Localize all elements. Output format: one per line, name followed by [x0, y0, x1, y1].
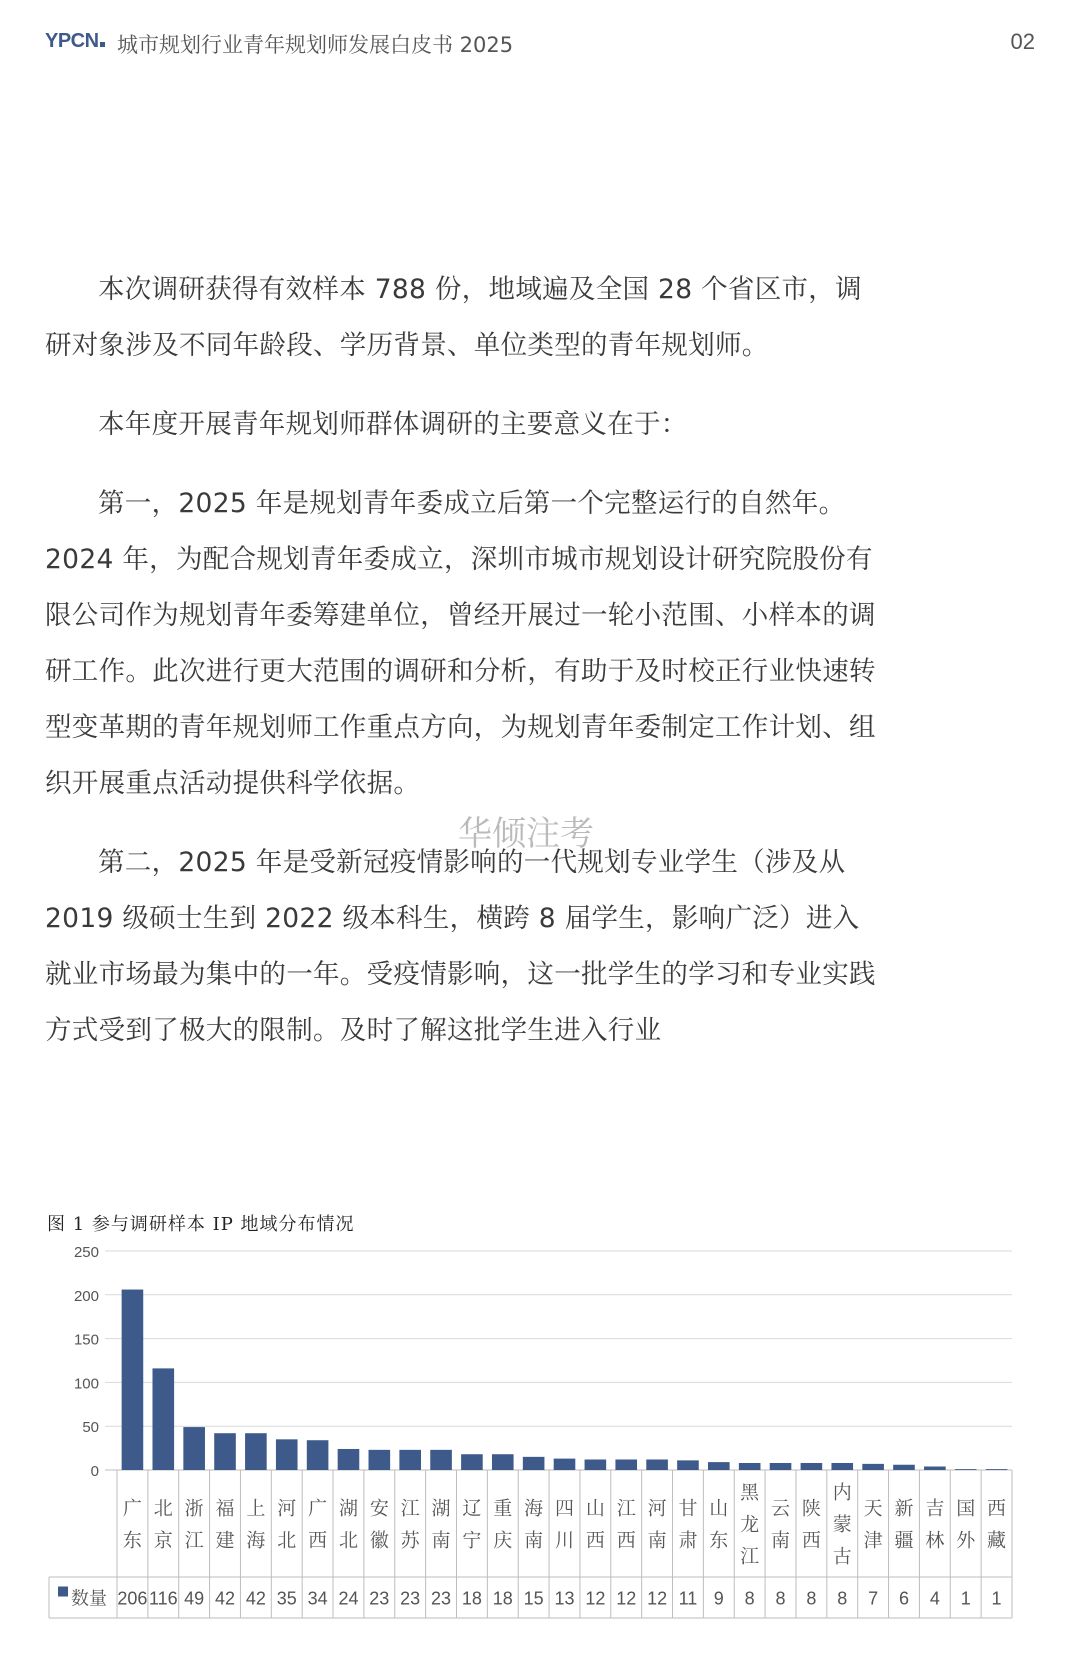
data-label: 12	[616, 1588, 637, 1609]
x-tick-label: 西	[585, 1529, 605, 1552]
x-tick-label: 江	[616, 1497, 636, 1520]
data-label: 13	[554, 1588, 575, 1609]
x-tick-label: 东	[122, 1529, 142, 1552]
x-tick-label: 西	[616, 1529, 636, 1552]
legend-swatch	[58, 1587, 68, 1597]
x-tick-label: 津	[863, 1529, 883, 1552]
x-tick-label: 山	[585, 1497, 605, 1520]
data-label: 4	[929, 1588, 940, 1609]
bar-云南	[770, 1463, 792, 1470]
data-label: 8	[806, 1588, 817, 1609]
x-tick-label: 西	[987, 1497, 1007, 1520]
x-tick-label: 南	[647, 1529, 667, 1552]
y-tick-label: 200	[73, 1287, 99, 1305]
data-label: 116	[148, 1588, 178, 1609]
bar-河北	[276, 1439, 298, 1470]
data-label: 18	[461, 1588, 482, 1609]
y-tick-label: 150	[73, 1331, 99, 1349]
bar-山东	[708, 1462, 730, 1470]
watermark: 华倾注考	[458, 814, 594, 854]
x-tick-label: 云	[771, 1497, 791, 1520]
legend-label: 数量	[71, 1588, 107, 1610]
data-label: 18	[492, 1588, 513, 1609]
x-tick-label: 江	[400, 1497, 420, 1520]
bar-浙江	[183, 1427, 205, 1470]
x-tick-label: 林	[925, 1529, 945, 1552]
x-tick-label: 河	[647, 1497, 667, 1520]
bar-甘肃	[677, 1460, 699, 1470]
document-title: 城市规划行业青年规划师发展白皮书 2025	[117, 33, 514, 57]
paragraph: 第二，2025 年是受新冠疫情影响的一代规划专业学生（涉及从 2019 级硕士生到 2022 级本科生，横跨 8 届学生，影响广泛）进入就业市场最为集中的一年。受疫情影响，这一批学生的学习和专业实践方式受到了极大的限制。及时了解这批学生进入行业	[45, 847, 876, 1046]
x-tick-label: 四	[554, 1497, 575, 1520]
x-tick-label: 北	[338, 1529, 358, 1552]
x-tick-label: 徽	[369, 1529, 389, 1552]
x-tick-label: 国	[956, 1497, 976, 1520]
data-label: 12	[647, 1588, 668, 1609]
x-tick-label: 河	[277, 1497, 297, 1520]
bar-江苏	[399, 1450, 421, 1470]
y-tick-label: 0	[90, 1463, 99, 1480]
paragraph: 第一，2025 年是规划青年委成立后第一个完整运行的自然年。2024 年，为配合规划青年委成立，深圳市城市规划设计研究院股份有限公司作为规划青年委筹建单位，曾经开展过一轮小范围、小样本的调研工作。此次进行更大范围的调研和分析，有助于及时校正行业快速转型变革期的青年规划师工作重点方向，为规划青年委制定工作计划、组织开展重点活动提供科学依据。	[45, 488, 876, 799]
bar-吉林	[924, 1466, 946, 1470]
x-tick-label: 庆	[493, 1529, 513, 1552]
bar-湖南	[430, 1450, 452, 1470]
x-tick-label: 南	[431, 1529, 451, 1552]
bar-西藏	[986, 1469, 1008, 1470]
data-label: 206	[117, 1588, 148, 1609]
data-label: 35	[276, 1588, 297, 1609]
x-tick-label: 浙	[184, 1497, 204, 1520]
y-tick-label: 100	[73, 1375, 99, 1393]
x-tick-label: 古	[832, 1545, 852, 1568]
x-tick-label: 山	[709, 1497, 729, 1520]
data-label: 42	[245, 1588, 266, 1609]
data-label: 8	[775, 1588, 786, 1609]
data-label: 23	[400, 1588, 421, 1609]
bar-天津	[862, 1464, 884, 1470]
x-tick-label: 江	[184, 1529, 204, 1552]
x-tick-label: 黑	[740, 1481, 760, 1504]
x-tick-label: 海	[246, 1529, 266, 1552]
x-tick-label: 广	[308, 1497, 328, 1520]
x-tick-label: 天	[863, 1497, 883, 1520]
bar-新疆	[893, 1465, 915, 1470]
x-tick-label: 南	[524, 1529, 544, 1552]
bar-国外	[955, 1469, 977, 1470]
data-label: 8	[837, 1588, 848, 1609]
data-label: 7	[868, 1588, 879, 1609]
data-label: 42	[215, 1588, 236, 1609]
data-label: 34	[307, 1588, 328, 1609]
x-tick-label: 江	[740, 1545, 760, 1568]
x-tick-label: 西	[801, 1529, 821, 1552]
data-label: 6	[898, 1588, 909, 1609]
data-label: 12	[585, 1588, 606, 1609]
x-tick-label: 南	[771, 1529, 791, 1552]
x-tick-label: 京	[153, 1529, 173, 1552]
x-tick-label: 建	[215, 1529, 235, 1552]
data-label: 49	[184, 1588, 205, 1609]
x-tick-label: 龙	[740, 1513, 760, 1536]
x-tick-label: 川	[554, 1529, 575, 1552]
x-tick-label: 东	[709, 1529, 729, 1552]
bar-黑龙江	[739, 1463, 761, 1470]
bar-湖北	[338, 1449, 360, 1470]
bar-陕西	[801, 1463, 823, 1470]
ypcn-logo: YPCN	[45, 30, 105, 53]
x-tick-label: 辽	[462, 1497, 482, 1520]
x-tick-label: 苏	[400, 1529, 420, 1552]
paragraph: 本年度开展青年规划师群体调研的主要意义在于：	[98, 409, 688, 440]
paragraph: 本次调研获得有效样本 788 份，地域遍及全国 28 个省区市，调研对象涉及不同年龄段、学历背景、单位类型的青年规划师。	[45, 274, 862, 361]
bar-河南	[646, 1459, 668, 1470]
data-label: 15	[523, 1588, 544, 1609]
x-tick-label: 吉	[925, 1497, 945, 1520]
data-label: 11	[678, 1588, 698, 1609]
bar-四川	[554, 1459, 576, 1470]
bar-江西	[615, 1459, 637, 1470]
bar-辽宁	[461, 1454, 483, 1470]
data-label: 8	[744, 1588, 755, 1609]
page-number: 02	[1010, 29, 1035, 54]
x-tick-label: 陕	[801, 1497, 821, 1520]
x-tick-label: 广	[122, 1497, 142, 1520]
x-tick-label: 上	[246, 1497, 266, 1520]
x-tick-label: 肃	[678, 1529, 698, 1552]
x-tick-label: 福	[215, 1497, 235, 1520]
x-tick-label: 宁	[462, 1529, 482, 1552]
data-label: 24	[338, 1588, 359, 1609]
data-label: 23	[369, 1588, 390, 1609]
x-tick-label: 北	[277, 1529, 297, 1552]
figure-caption: 图 1 参与调研样本 IP 地域分布情况	[47, 1214, 355, 1235]
y-tick-label: 250	[73, 1244, 99, 1261]
data-label: 1	[991, 1588, 1002, 1609]
bar-重庆	[492, 1454, 514, 1470]
x-tick-label: 湖	[431, 1497, 451, 1520]
bar-广西	[307, 1440, 329, 1470]
x-tick-label: 新	[894, 1497, 914, 1520]
data-label: 1	[960, 1588, 971, 1609]
bar-北京	[152, 1368, 174, 1470]
x-tick-label: 北	[153, 1497, 173, 1520]
x-tick-label: 甘	[678, 1497, 698, 1520]
x-tick-label: 西	[308, 1529, 328, 1552]
bar-福建	[214, 1433, 236, 1470]
bar-山西	[585, 1459, 607, 1470]
x-tick-label: 湖	[338, 1497, 358, 1520]
data-label: 9	[713, 1588, 724, 1609]
x-tick-label: 蒙	[832, 1513, 852, 1536]
x-tick-label: 海	[524, 1497, 544, 1520]
x-tick-label: 疆	[894, 1529, 914, 1552]
bar-广东	[122, 1290, 144, 1470]
data-label: 23	[431, 1588, 452, 1609]
bar-上海	[245, 1433, 267, 1470]
bar-海南	[523, 1457, 545, 1470]
x-tick-label: 安	[369, 1497, 389, 1520]
x-tick-label: 内	[832, 1481, 852, 1504]
x-tick-label: 重	[493, 1497, 513, 1520]
bar-安徽	[369, 1450, 391, 1470]
bar-内蒙古	[831, 1463, 853, 1470]
x-tick-label: 藏	[987, 1529, 1007, 1552]
y-tick-label: 50	[82, 1419, 99, 1437]
x-tick-label: 外	[956, 1529, 976, 1552]
